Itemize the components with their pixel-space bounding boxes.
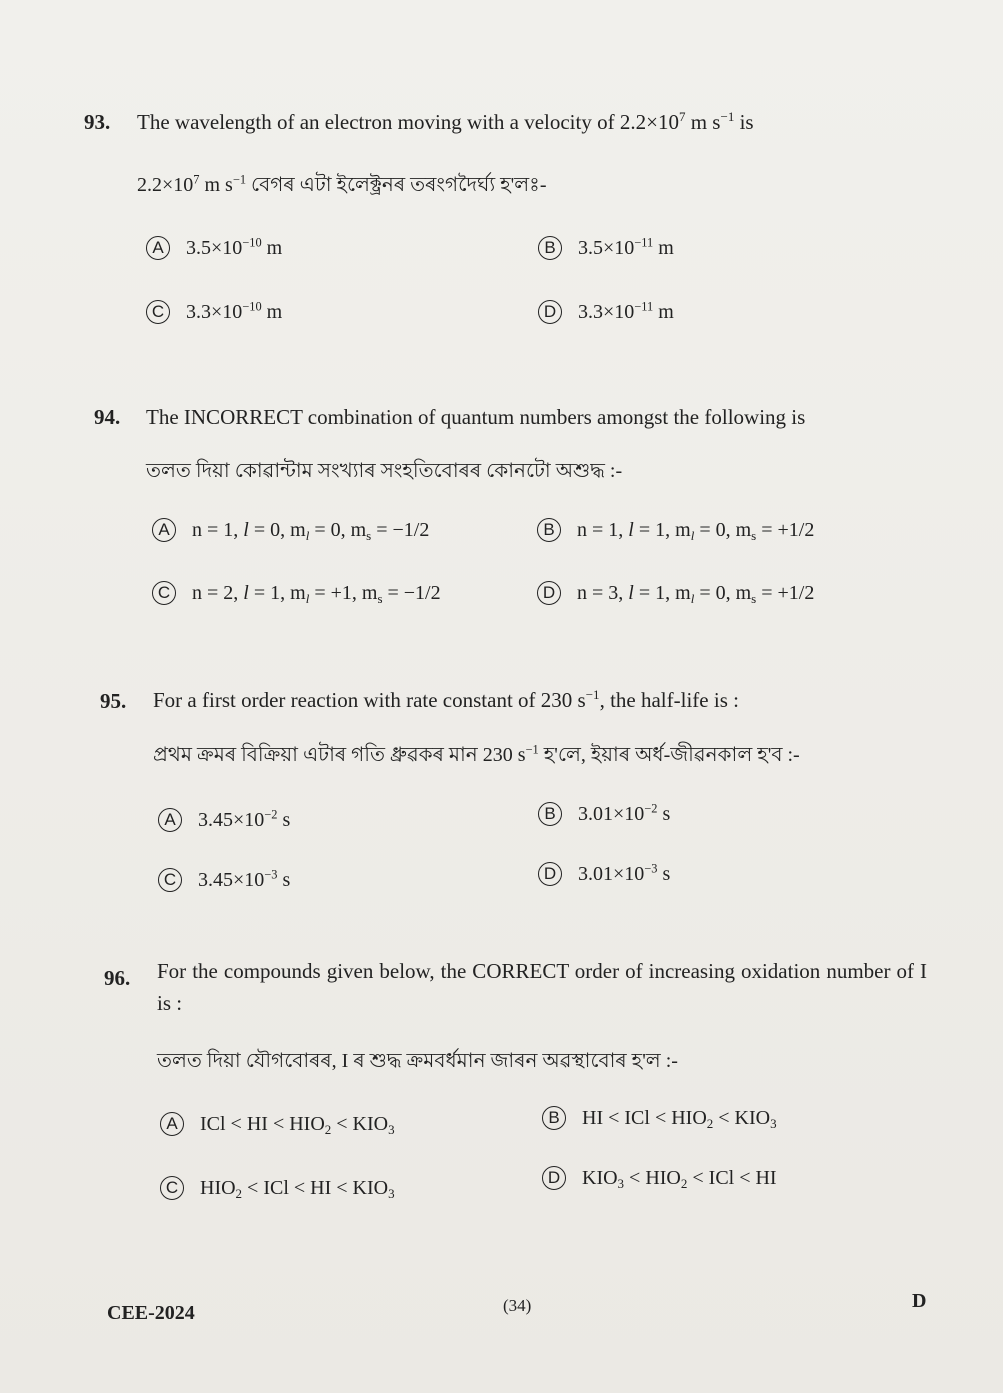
question-text-as: তলত দিয়া যৌগবোৰৰ, I ৰ শুদ্ধ ক্ৰমবৰ্ধমান জাৰন অৱস্থাবোৰ হ'ল :- (157, 1050, 678, 1072)
option-letter: C (160, 1176, 184, 1200)
option-text: $3.45\times 10^{-3}$ s (198, 867, 291, 891)
booklet-set: D (912, 1290, 927, 1312)
option-d[interactable] (537, 581, 814, 605)
option-text: $3.3\times 10^{-10}$ m (186, 299, 283, 323)
option-c[interactable] (152, 581, 441, 605)
question-text-en: For the compounds given below, the CORRECT order of increasing oxidation number of I is : (157, 959, 927, 1015)
question-number: 93. (84, 110, 111, 134)
question-text-as: $2.2\times 10^7$ m $s^{-1}$ বেগৰ এটা ইলেক্ট্ৰনৰ তৰংগদৈৰ্ঘ্য হ'লঃ- (137, 172, 547, 196)
question-text-en: For a first order reaction with rate constant of 230 $s^{-1}$, the half-life is : (153, 687, 739, 712)
page-number: (34) (503, 1296, 532, 1315)
option-d[interactable] (538, 300, 674, 324)
option-text: $3.01\times 10^{-2}$ s (578, 801, 671, 825)
option-letter: A (158, 808, 182, 832)
option-b[interactable] (538, 236, 674, 260)
option-letter: D (538, 300, 562, 324)
option-a[interactable] (146, 236, 282, 260)
option-text: $3.3\times 10^{-11}$ m (578, 299, 674, 323)
option-d[interactable] (542, 1166, 777, 1190)
option-letter: A (160, 1112, 184, 1136)
option-c[interactable] (160, 1176, 395, 1200)
option-letter: B (542, 1106, 566, 1130)
option-text: $KIO_3 < HIO_2$ < ICl < HI (582, 1166, 777, 1191)
option-text: HI < ICl < $HIO_2 < KIO_3$ (582, 1106, 777, 1131)
option-a[interactable] (152, 518, 429, 542)
option-text: n = 3, l = 1, $m_l = 0$, $m_s = +1/2$ (577, 581, 815, 606)
option-text: ICl < HI < $HIO_2 < KIO_3$ (200, 1112, 395, 1137)
option-letter: D (538, 862, 562, 886)
option-d[interactable] (538, 862, 670, 886)
option-text: $3.45\times 10^{-2}$ s (198, 807, 291, 831)
question-text-en: The wavelength of an electron moving with a velocity of $2.2\times 10^7$ m $s^{-1}$ is (137, 109, 754, 134)
question-text-as: প্ৰথম ক্ৰমৰ বিক্ৰিয়া এটাৰ গতি ধ্ৰুৱকৰ মান 230 $s^{-1}$ হ'লে, ইয়াৰ অৰ্ধ-জীৱনকাল হ'ব :- (153, 742, 800, 766)
option-letter: A (152, 518, 176, 542)
option-text: $3.5\times 10^{-10}$ m (186, 235, 283, 259)
option-text: n = 1, l = 1, $m_l = 0$, $m_s = +1/2$ (577, 518, 815, 543)
option-text: $3.5\times 10^{-11}$ m (578, 235, 674, 259)
option-letter: C (146, 300, 170, 324)
option-letter: D (537, 581, 561, 605)
option-b[interactable] (537, 518, 814, 542)
option-text: n = 1, l = 0, $m_l = 0$, $m_s = -1/2$ (192, 518, 430, 543)
question-number: 96. (104, 966, 131, 990)
option-a[interactable] (158, 808, 290, 832)
option-letter: B (538, 236, 562, 260)
option-letter: D (542, 1166, 566, 1190)
option-c[interactable] (158, 868, 290, 892)
option-text: n = 2, l = 1, $m_l = +1$, $m_s = -1/2$ (192, 581, 441, 606)
option-letter: B (537, 518, 561, 542)
exam-code: CEE-2024 (107, 1302, 195, 1324)
option-letter: B (538, 802, 562, 826)
option-letter: A (146, 236, 170, 260)
option-b[interactable] (542, 1106, 777, 1130)
option-letter: C (158, 868, 182, 892)
question-number: 94. (94, 405, 121, 429)
option-c[interactable] (146, 300, 282, 324)
option-letter: C (152, 581, 176, 605)
question-text-as: তলত দিয়া কোৱান্টাম সংখ্যাৰ সংহতিবোৰৰ কোনটো অশুদ্ধ :- (146, 460, 623, 482)
option-text: $3.01\times 10^{-3}$ s (578, 861, 671, 885)
question-text-en: The INCORRECT combination of quantum numbers amongst the following is (146, 405, 806, 429)
option-a[interactable] (160, 1112, 395, 1136)
option-text: $HIO_2$ < ICl < HI < $KIO_3$ (200, 1176, 395, 1201)
question-number: 95. (100, 689, 127, 713)
option-b[interactable] (538, 802, 670, 826)
